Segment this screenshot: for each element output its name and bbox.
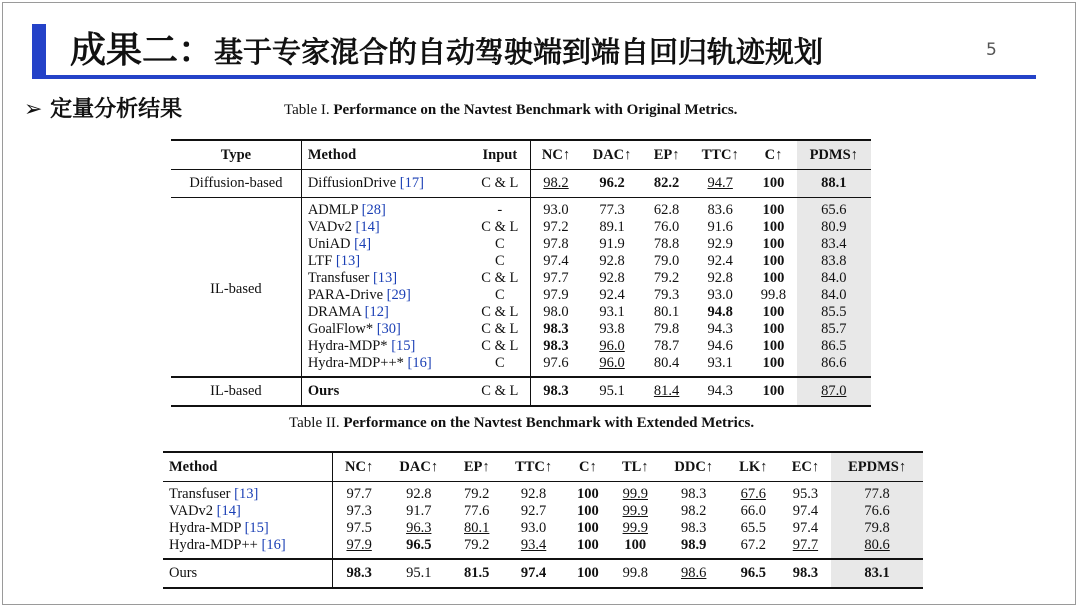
metric-cell: 100 [576,537,599,553]
citation-link[interactable]: [4] [354,236,372,252]
type-cell: IL-based [171,198,301,378]
metric-cell: 96.2 [599,175,625,191]
metric-cell: 80.1 [653,304,680,320]
table2-header-cell: EPDMS↑ [831,452,923,482]
table-row-ours [163,559,923,588]
table1-header-cell: PDMS↑ [797,140,872,170]
method-cell [301,198,469,220]
metric-cell: 91.7 [406,503,432,519]
metric-cell: 97.3 [332,503,385,520]
method-name: GoalFlow* [307,321,374,337]
table1 [171,139,871,407]
metric-cell: 99.8 [760,287,787,303]
metric-cell: 96.0 [599,355,625,371]
input-cell: C & L [481,175,519,191]
method-cell [301,236,469,253]
metric-cell: 94.7 [707,175,733,191]
citation-link[interactable]: [29] [386,287,411,303]
section-heading: 定量分析结果 [50,97,183,122]
metric-cell: 86.5 [797,338,872,355]
method-cell [163,537,332,559]
table2-caption-title: Performance on the Navtest Benchmark with Extended Metrics. [343,415,755,431]
metric-cell: 92.7 [520,503,547,519]
table1-header-row [171,140,871,170]
table2-header-cell: LK↑ [739,458,768,475]
metric-cell: 97.9 [531,287,581,304]
metric-cell: 93.4 [520,537,547,553]
table2-header-cell: TL↑ [621,458,649,475]
metric-cell: 98.3 [332,559,385,588]
method-cell [301,253,469,270]
method-cell [301,170,469,198]
metric-cell: 83.1 [831,559,923,588]
metric-cell: 98.6 [661,559,727,588]
table1-header-cell: Method [301,140,469,170]
method-name: VADv2 [307,219,352,235]
metric-cell: 99.9 [622,486,648,502]
table1-caption-title: Performance on the Navtest Benchmark with Original Metrics. [333,102,738,118]
metric-cell: 100 [750,198,796,220]
method-cell [163,503,332,520]
metric-cell: 76.0 [653,219,680,235]
metric-cell: 92.8 [599,270,625,286]
metric-cell: 93.8 [599,321,625,337]
metric-cell: 85.5 [797,304,872,321]
metric-cell: 96.3 [406,520,432,536]
metric-cell: 93.1 [707,355,733,371]
metric-cell: 79.2 [653,270,680,286]
metric-cell: 80.9 [797,219,872,236]
method-cell [301,321,469,338]
metric-cell: 92.8 [406,486,432,502]
citation-link[interactable]: [16] [261,537,286,553]
metric-cell: 97.9 [332,537,385,559]
metric-cell: 88.1 [797,170,872,198]
metric-cell: 93.0 [707,287,733,303]
table-row [163,520,923,537]
metric-cell: 100 [762,253,785,269]
citation-link[interactable]: [17] [399,175,424,191]
citation-link[interactable]: [15] [391,338,416,354]
table1-caption-prefix: Table I. [284,102,330,118]
slide-title [70,26,823,76]
metric-cell: 100 [762,304,785,320]
method-cell [301,355,469,377]
metric-cell: 98.2 [531,170,581,198]
metric-cell: 100 [624,537,647,553]
table1-header-cell: Input [482,146,518,163]
metric-cell: 100 [762,175,785,191]
citation-link[interactable]: [13] [372,270,398,286]
table2-header-cell: DAC↑ [399,458,439,475]
method-name: LTF [307,253,333,269]
metric-cell: 65.6 [797,198,872,220]
metric-cell: 100 [762,270,785,286]
metric-cell: 97.7 [792,537,819,553]
table1-header-cell: EP↑ [653,146,680,163]
metric-cell: 99.8 [610,559,661,588]
metric-cell: 92.8 [520,486,547,502]
metric-cell: 98.9 [681,537,707,553]
table-row [163,482,923,504]
table2 [163,451,923,589]
metric-cell: 98.3 [681,486,707,502]
input-cell: C & L [481,304,519,320]
citation-link[interactable]: [13] [234,486,259,502]
table1-caption [284,102,737,119]
table2-header-cell: C↑ [578,458,597,475]
metric-cell: 93.0 [520,520,547,536]
metric-cell: 99.9 [622,503,648,519]
citation-link[interactable]: [12] [364,304,389,320]
metric-cell: 92.9 [707,236,733,252]
citation-link[interactable]: [14] [216,503,241,519]
metric-cell: 94.8 [707,304,733,320]
type-cell: IL-based [171,377,301,406]
input-cell: C [495,253,505,269]
metric-cell: 96.0 [599,338,625,354]
metric-cell: 78.8 [653,236,680,252]
metric-cell: 100 [762,219,785,235]
title-underline [32,75,1036,79]
metric-cell: 86.6 [797,355,872,377]
metric-cell: 83.4 [797,236,872,253]
method-cell [301,338,469,355]
metric-cell: 85.7 [797,321,872,338]
citation-link[interactable]: [14] [355,219,380,235]
input-cell: C & L [481,270,519,286]
citation-link[interactable]: [28] [361,202,386,218]
metric-cell: 95.1 [581,377,643,406]
citation-link[interactable]: [16] [407,355,432,371]
metric-cell: 100 [762,355,785,371]
metric-cell: 98.3 [531,338,581,355]
input-cell: C [495,287,505,303]
method-name: Transfuser [169,486,231,502]
metric-cell: 93.1 [599,304,625,320]
method-cell [301,219,469,236]
table2-header-cell: NC↑ [332,452,385,482]
metric-cell: 67.6 [740,486,766,502]
metric-cell: 100 [762,321,785,337]
metric-cell: 100 [762,338,785,354]
metric-cell: 84.0 [797,270,872,287]
table2-caption-prefix: Table II. [289,415,340,431]
metric-cell: 78.7 [653,338,680,354]
metric-cell: 67.2 [740,537,766,553]
citation-link[interactable]: [30] [376,321,401,337]
title-accent-bar [32,24,46,76]
metric-cell: 95.1 [386,559,452,588]
method-name: UniAD [307,236,351,252]
metric-cell: 79.8 [831,520,923,537]
metric-cell: 81.4 [643,377,690,406]
metric-cell: 83.6 [690,198,751,220]
metric-cell: 80.1 [464,520,490,536]
metric-cell: 92.4 [599,287,625,303]
method-cell [163,520,332,537]
metric-cell: 80.4 [653,355,680,371]
method-name: VADv2 [169,503,214,519]
input-cell: C & L [470,377,531,406]
metric-cell: 97.4 [501,559,565,588]
method-cell [301,270,469,287]
metric-cell: 84.0 [797,287,872,304]
table2-header-cell: DDC↑ [674,458,714,475]
metric-cell: 98.3 [681,520,707,536]
metric-cell: 100 [762,236,785,252]
metric-cell: 97.4 [531,253,581,270]
table1-header-cell: C↑ [764,146,783,163]
metric-cell: 89.1 [599,219,625,235]
table-row [163,503,923,520]
table1-header-cell: NC↑ [531,140,581,170]
metric-cell: 94.3 [690,377,751,406]
method-name: Ours [307,383,340,399]
method-name: Hydra-MDP++ [169,537,258,553]
metric-cell: 97.6 [531,355,581,377]
metric-cell: 98.3 [531,377,581,406]
metric-cell: 87.0 [797,377,872,406]
metric-cell: 97.4 [792,503,819,519]
metric-cell: 94.3 [707,321,733,337]
table2-header-cell: Method [169,458,218,475]
metric-cell: 98.2 [681,503,707,519]
table2-header-cell: TTC↑ [515,458,553,475]
table-row [171,198,871,220]
metric-cell: 79.3 [653,287,680,303]
input-cell: C [495,236,505,252]
table-row [171,377,871,406]
metric-cell: 82.2 [653,175,680,191]
metric-cell: 97.7 [531,270,581,287]
metric-cell: 92.8 [707,270,733,286]
table1-header-cell: TTC↑ [701,146,739,163]
metric-cell: 97.7 [332,482,385,504]
metric-cell: 66.0 [740,503,766,519]
arrow-bullet-icon: ➢ [24,97,43,122]
table2-caption [289,415,754,432]
table-row [163,537,923,559]
method-name: Hydra-MDP* [307,338,388,354]
metric-cell: 80.6 [831,537,923,559]
metric-cell: 94.6 [707,338,733,354]
metric-cell: 100 [750,377,796,406]
metric-cell: 95.3 [792,486,819,502]
metric-cell: 81.5 [452,559,502,588]
method-name: PARA-Drive [307,287,384,303]
metric-cell: 97.2 [531,219,581,236]
metric-cell: 100 [566,559,610,588]
metric-cell: 76.6 [831,503,923,520]
metric-cell: 79.2 [464,537,490,553]
metric-cell: 100 [576,520,599,536]
metric-cell: 96.5 [406,537,432,553]
metric-cell: 97.5 [332,520,385,537]
citation-link[interactable]: [13] [335,253,361,269]
type-cell: Diffusion-based [189,175,283,191]
metric-cell: 97.8 [531,236,581,253]
metric-cell: 65.5 [740,520,766,536]
method-cell [163,482,332,504]
table2-header-row [163,452,923,482]
input-cell: C & L [481,321,519,337]
method-name: Hydra-MDP [169,520,241,536]
metric-cell: 83.8 [797,253,872,270]
metric-cell: 98.3 [531,321,581,338]
method-cell [301,304,469,321]
metric-cell: 98.3 [780,559,832,588]
metric-cell: 100 [576,486,599,502]
input-cell: C [495,355,505,371]
method-cell [301,287,469,304]
metric-cell: 79.8 [653,321,680,337]
metric-cell: 91.9 [599,236,625,252]
slide-title-sub: 基于专家混合的自动驾驶端到端自回归轨迹规划 [214,35,824,69]
metric-cell: 96.5 [727,559,780,588]
method-name: ADMLP [307,202,359,218]
metric-cell: 91.6 [707,219,733,235]
input-cell: C & L [481,219,519,235]
method-name: Ours [163,559,332,588]
section-bullet [24,92,182,123]
metric-cell: 92.8 [599,253,625,269]
method-cell [301,377,469,406]
method-name: DRAMA [307,304,361,320]
metric-cell: 79.0 [653,253,680,269]
page-number: 5 [986,40,997,60]
method-name: DiffusionDrive [307,175,397,191]
metric-cell: 98.0 [531,304,581,321]
metric-cell: 77.8 [831,482,923,504]
input-cell: C & L [481,338,519,354]
table2-header-cell: EP↑ [463,458,490,475]
metric-cell: 62.8 [643,198,690,220]
table2-header-cell: EC↑ [791,458,820,475]
metric-cell: 92.4 [707,253,733,269]
slide-title-main: 成果二： [70,30,215,71]
table-row [171,170,871,198]
metric-cell: 77.3 [581,198,643,220]
metric-cell: 97.4 [792,520,819,536]
table1-header-cell: DAC↑ [592,146,632,163]
metric-cell: 93.0 [531,198,581,220]
citation-link[interactable]: [15] [244,520,269,536]
metric-cell: 79.2 [464,486,490,502]
metric-cell: 99.9 [622,520,648,536]
input-cell: - [470,198,531,220]
table1-header-cell: Type [220,146,252,163]
method-name: Hydra-MDP++* [307,355,404,371]
metric-cell: 100 [576,503,599,519]
metric-cell: 77.6 [464,503,490,519]
method-name: Transfuser [307,270,370,286]
